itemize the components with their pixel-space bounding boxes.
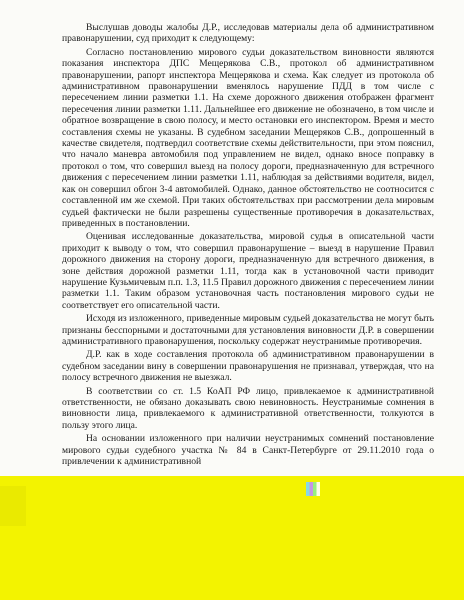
highlight-edge: [0, 486, 26, 526]
paragraph-intro: Выслушав доводы жалобы Д.Р., исследовав материалы дела об административном правонарушении, суд приходит к следующему:: [62, 22, 434, 45]
paragraph-defendant: Д.Р. как в ходе составления протокола об административном правонарушении в судебном заседании вину в совершении правонарушения не признавал, утверждая, что на полосу встречного движения не выезжал.: [62, 349, 434, 384]
yellow-highlight: [0, 476, 464, 600]
paragraph-decision: На основании изложенного при наличии неустранимых сомнений постановление мирового судьи судебного участка № 84 в Санкт-Петербурге от 29.11.2010 года о привлечении к административной: [62, 433, 434, 468]
color-artifact: [306, 482, 320, 496]
paragraph-conclusion: Исходя из изложенного, приведенные мировым судьей доказательства не могут быть признаны бесспорными и достаточными для установления виновности Д.Р. в совершении административного правонарушения, поскольку содержат неустранимые противоречия.: [62, 313, 434, 347]
paragraph-evidence: Согласно постановлению мирового судьи доказательством виновности являются показания инспектора ДПС Мещерякова С.В., протокол об административном правонарушении, рапорт инспектора Мещерякова и схема. Как следует из протокола об административном правонарушении вменялось нарушение ПДД в том числе с пересечением линии разметки 1.1. На схеме дорожного движения отображен фрагмент пересечения линии разметки 1.11. Дальнейшее его движение не обозначено, в том числе и обратное возвращение в свою полосу, и место остановки его инспектором. Время и место составления схемы не указаны. В судебном заседании Мещеряков С.В., допрошенный в качестве свидетеля, подтвердил соответствие схемы действительности, при этом пояснил, что начало маневра автомобиля под управлением не видел, однако вносе поправку в протокол о том, что совершил выезд на полосу дороги, предназначенную для встречного движения с пересечением линии разметки 1.11, наблюдая за действиями водителя, видел, как он совершил обгон 3-4 автомобилей. Однако, данное обстоятельство не соотносится с составленной им же схемой. При таких обстоятельствах при рассмотрении дела мировым судьей фактически не были разрешены существенные противоречия в доказательствах, приведенных в постановлении.: [62, 46, 434, 229]
document-text: [62, 22, 434, 467]
paragraph-law: В соответствии со ст. 1.5 КоАП РФ лицо, привлекаемое к административной ответственности, не обязано доказывать свою невиновность. Неустранимые сомнения в виновности лица, привлекаемого к административной ответственности, толкуются в пользу этого лица.: [62, 385, 434, 431]
paragraph-assessment: Оценивая исследованные доказательства, мировой судья в описательной части приходит к выводу о том, что совершил правонарушение – выезд в нарушение Правил дорожного движения на сторону дороги, предназначенную для встречного движения, в зоне действия дорожной разметки 1.11, тогда как в установочной части приводит нарушение Кузьмичевым п.п. 1.3, 11.5 Правил дорожного движения с пересечением линии разметки 1.1. Таким образом установочная часть постановления мирового судьи не соответствует его описательной части.: [62, 231, 434, 311]
